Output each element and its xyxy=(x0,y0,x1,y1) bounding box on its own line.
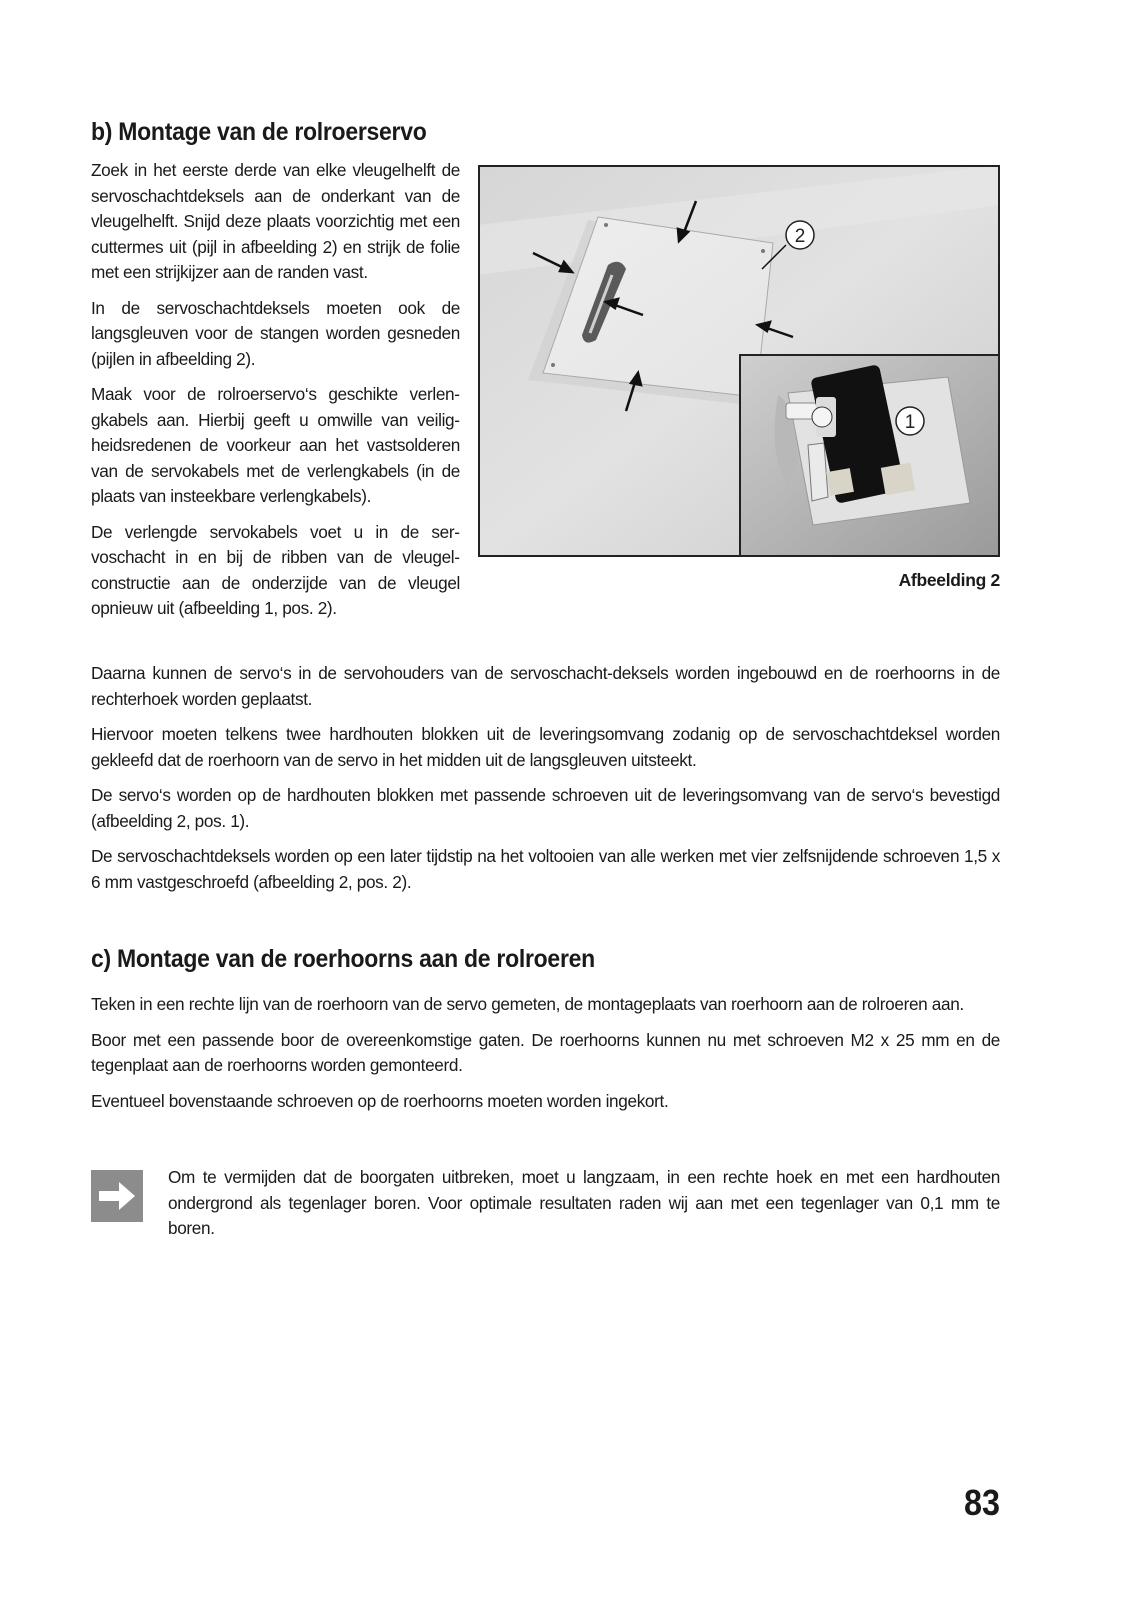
section-b-left-column xyxy=(91,158,460,632)
marker-1: 1 xyxy=(904,412,916,433)
paragraph: Boor met een passende boor de overeenkomstige gaten. De roerhoorns kunnen nu met schroeven M2 x 25 mm en de tegenplaat aan de roerhoorns worden gemonteerd. xyxy=(91,1029,1000,1075)
paragraph: In de servoschachtdeksels moeten ook de langsgleuven voor de stangen worden gesneden (pijlen in afbeelding 2). xyxy=(91,297,460,369)
section-b-full-text xyxy=(91,661,1000,905)
paragraph: Hiervoor moeten telkens twee hardhouten blokken uit de leveringsomvang zodanig op de servoschachtdeksel worden gekleefd dat de roerhoorn van de servo in het midden uit de langsgleuven uitsteekt. xyxy=(91,724,1000,770)
paragraph: Teken in een rechte lijn van de roerhoorn van de servo gemeten, de montageplaats van roerhoorn aan de rolroeren aan. xyxy=(91,994,964,1014)
manual-page xyxy=(91,0,1000,1601)
paragraph: De verlengde servokabels voet u in de servoschacht in en bij de ribben van de vleugelconstructie aan de onderzijde van de vleugel opnieuw uit (afbeelding 1, pos. 2). xyxy=(91,521,460,618)
arrow-right-icon xyxy=(91,1170,143,1222)
section-c-text xyxy=(91,992,1000,1124)
paragraph: Daarna kunnen de servo‘s in de servohouders van de servoschacht-deksels worden ingebouwd en de roerhoorns in de rechterhoek worden geplaatst. xyxy=(91,663,1000,709)
figure-caption: Afbeelding 2 xyxy=(898,570,1000,590)
paragraph: Zoek in het eerste derde van elke vleugelhelft de servoschachtdeksels aan de onderkant van de vleugelhelft. Snijd deze plaats voorzichtig met een cuttermes uit (pijl in afbeelding 2) en strijk de folie met een strijkijzer aan de randen vast. xyxy=(91,160,460,282)
paragraph: De servoschachtdeksels worden op een later tijdstip na het voltooien van alle werken met vier zelfsnijdende schroeven 1,5 x 6 mm vastgeschroefd (afbeelding 2, pos. 2). xyxy=(91,846,1000,892)
section-b-title: b) Montage van de rolroerservo xyxy=(91,118,427,146)
note-text: Om te vermijden dat de boorgaten uitbreken, moet u langzaam, in een rechte hoek en met een hardhouten ondergrond als tegenlager boren. Voor optimale resultaten raden wij aan met een tegenlager van 0,1 mm te boren. xyxy=(168,1167,1000,1238)
paragraph: Maak voor de rolroerservo‘s geschikte verlengkabels aan. Hierbij geeft u omwille van veiligheidsredenen de voorkeur aan het vastsolderen van de servokabels met de verlengkabels (in de plaats van insteekbare verlengkabels). xyxy=(91,384,460,506)
paragraph: De servo‘s worden op de hardhouten blokken met passende schroeven uit de leveringsomvang van de servo‘s bevestigd (afbeelding 2, pos. 1). xyxy=(91,785,1000,831)
marker-2: 2 xyxy=(794,226,806,247)
section-c-title: c) Montage van de roerhoorns aan de rolroeren xyxy=(91,945,595,973)
figure-servo-photo xyxy=(478,165,1000,557)
note-box xyxy=(168,1165,1000,1252)
page-number: 83 xyxy=(963,1482,1000,1523)
paragraph: Eventueel bovenstaande schroeven op de roerhoorns moeten worden ingekort. xyxy=(91,1090,669,1111)
servo-photo-illustration xyxy=(478,165,1000,557)
